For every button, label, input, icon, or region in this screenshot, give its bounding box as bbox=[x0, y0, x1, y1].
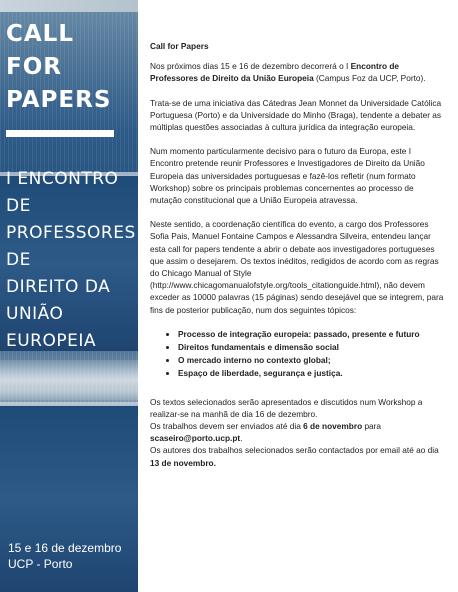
topic-item: • Espaço de liberdade, segurança e justiça. bbox=[178, 367, 446, 379]
event-date-place: 15 e 16 de dezembro UCP - Porto bbox=[8, 541, 122, 571]
event-name: Encontro de Professores de Direito da União Europeia bbox=[150, 61, 400, 84]
submission-deadline: 6 de novembro bbox=[303, 421, 363, 432]
topic-item: • Processo de integração europeia: passado, presente e futuro bbox=[178, 328, 446, 340]
poster-side-panel bbox=[0, 0, 138, 592]
workshop-paragraph: Os textos selecionados serão apresentados e discutidos num Workshop a realizar-se na manhã de dia 16 de dezembro. bbox=[150, 396, 423, 419]
notification-deadline: 13 de novembro. bbox=[150, 457, 216, 468]
intro-paragraph: Nos próximos dias 15 e 16 de dezembro decorrerá o I Encontro de Professores de Direito da União Europeia (Campus Foz da UCP, Porto). bbox=[150, 61, 426, 84]
section-heading: Call for Papers bbox=[150, 41, 209, 51]
contact-email[interactable]: scaseiro@porto.ucp.pt bbox=[150, 433, 241, 444]
topics-list bbox=[150, 328, 446, 380]
submission-paragraph: Os trabalhos devem ser enviados até dia 6 de novembro para scaseiro@porto.ucp.pt. bbox=[150, 421, 382, 444]
call-paragraph: Neste sentido, a coordenação científica do evento, a cargo dos Professores Sofia Pais, Manuel Fontaine Campos e Alessandra Silveira, entendeu lançar esta call for papers tendente a abrir o debate aos investigadores portugueses que assim o desejarem. Os textos inéditos, redigidos de acordo com as regras do Chicago Manual of Style (http://www.chicagomanualofstyle.org/tools_citationguide.html), não devem exceder as 10000 palavras (15 páginas) sendo desejável que se integrem, para fins de posterior publicação, num dos seguintes tópicos: bbox=[150, 219, 444, 315]
initiative-paragraph: Trata-se de uma iniciativa das Cátedras Jean Monnet da Universidade Católica Portuguesa (Porto) e da Universidade do Minho (Braga), tendente a debater as múltiplas questões associadas à cultura jurídica da integração europeia. bbox=[150, 97, 442, 133]
topic-item: • Direitos fundamentais e dimensão social bbox=[178, 341, 446, 353]
shelf-line-lower bbox=[0, 402, 138, 406]
title-divider bbox=[6, 130, 114, 137]
purpose-paragraph: Num momento particularmente decisivo para o futuro da Europa, este I Encontro pretende reunir Professores e Investigadores de Direito da União Europeia das universidades portuguesas e fazê-los refletir (num formato Workshop) sobre os principais problemas concernentes ao processo de mutação constitucional que a União Europeia atravessa. bbox=[150, 146, 425, 206]
light-band bbox=[0, 360, 138, 400]
top-strip bbox=[0, 0, 138, 12]
notification-paragraph: Os autores dos trabalhos selecionados serão contactados por email até ao dia 13 de novembro. bbox=[150, 445, 439, 468]
poster-title: CALL FOR PAPERS bbox=[6, 21, 112, 113]
poster-subtitle: I ENCONTRO DE PROFESSORES DE DIREITO DA UNIÃO EUROPEIA bbox=[6, 169, 136, 351]
announcement-text bbox=[150, 40, 446, 469]
topic-item: • O mercado interno no contexto global; bbox=[178, 354, 446, 366]
